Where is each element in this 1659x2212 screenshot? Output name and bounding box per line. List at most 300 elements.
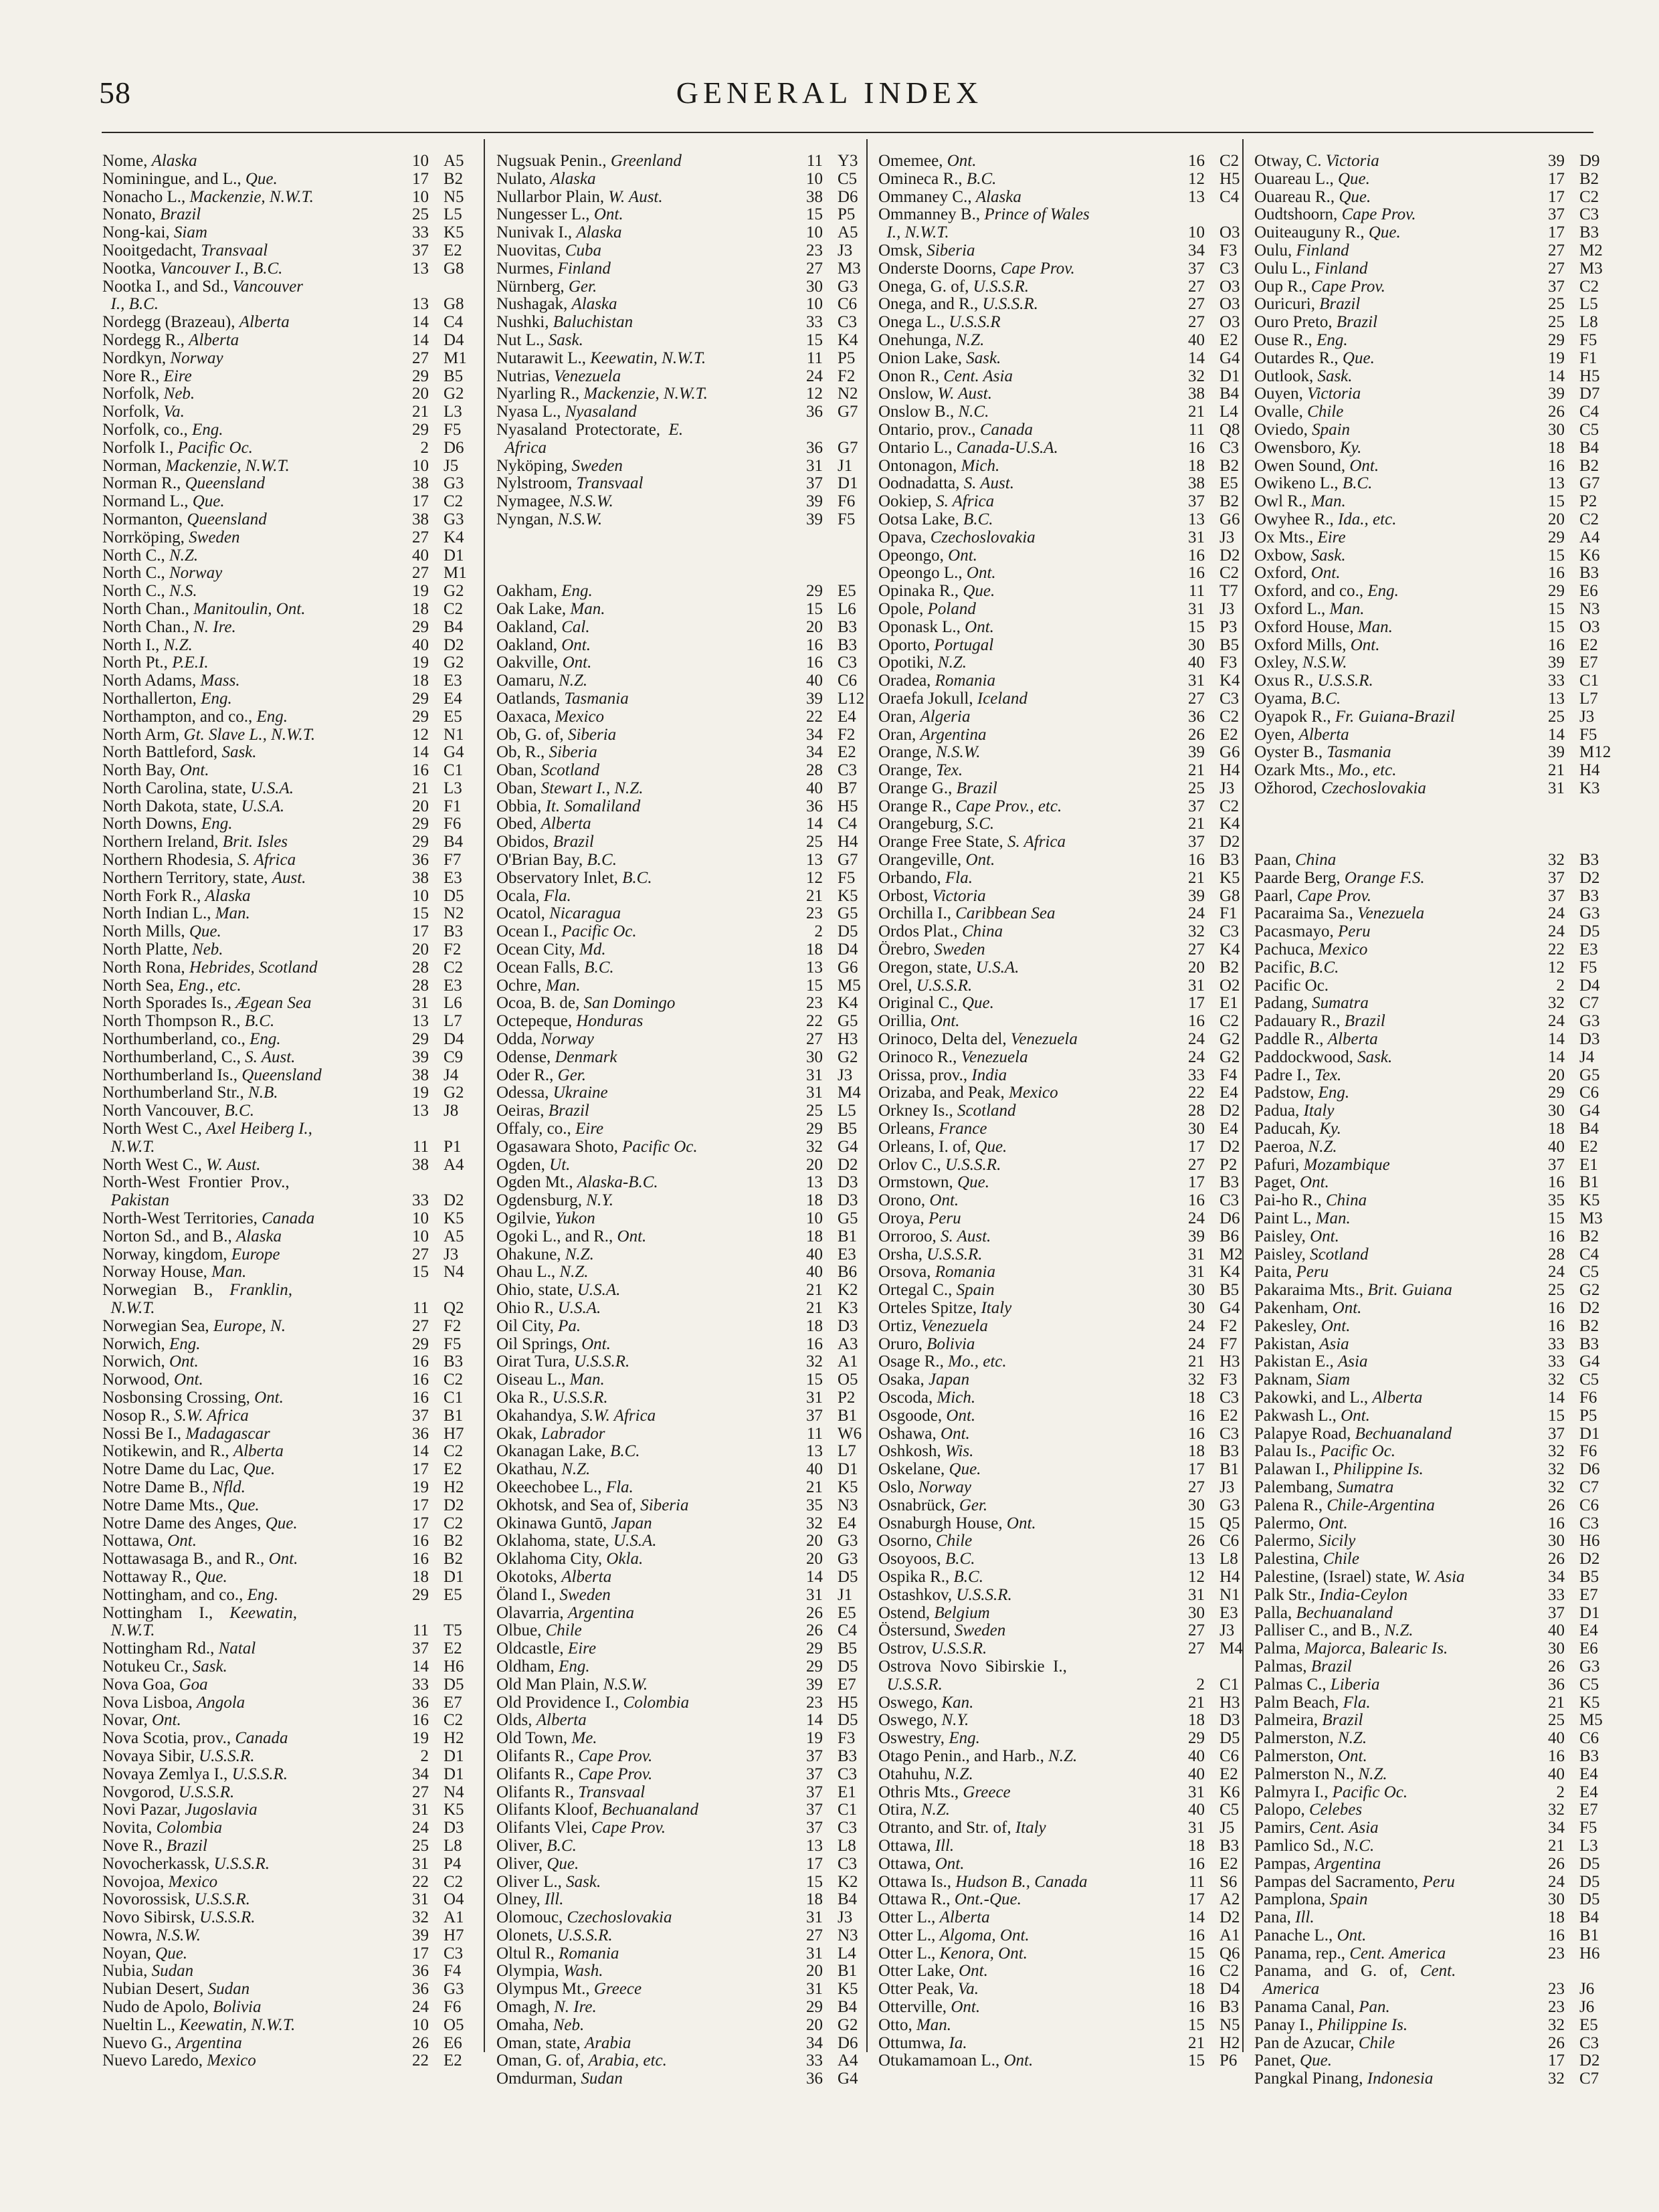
index-entry [496,1569,871,1587]
entry-place: Onega, and R., [878,296,983,314]
entry-grid-ref: C3 [1219,1424,1240,1443]
index-entry [102,1891,477,1909]
entry-page-ref: 31 [1188,599,1205,618]
entry-page-ref: 16 [1548,1514,1565,1532]
entry-place: Ostrova Novo Sibirskie I., [878,1657,1067,1676]
entry-location: U.S.S.R. [916,977,973,995]
entry-location: Alaska [205,887,251,905]
entry-location: I., N.W.T. [886,224,949,242]
entry-place: Ocean Falls, [496,959,585,977]
entry-page-ref: 30 [1548,1532,1565,1550]
entry-grid-ref: N3 [838,1926,858,1944]
entry-name [496,1084,792,1102]
index-entry [102,1067,477,1085]
entry-name [102,1927,398,1945]
index-entry [102,941,477,959]
index-entry [496,1801,871,1819]
entry-location: Man. [545,977,581,995]
entry-place: Ouareau L., [1254,170,1338,188]
index-entry [878,547,1253,565]
entry-name [1254,314,1534,332]
index-entry [102,278,477,296]
entry-page-ref: 39 [1548,653,1565,672]
index-entry [878,224,1253,242]
entry-place: North Sporades Is., [102,995,236,1013]
entry-name [496,1909,792,1927]
entry-place: Osaka, [878,1371,929,1389]
entry-place: Oswego, [878,1694,942,1712]
entry-name [102,1640,398,1658]
entry-grid-ref: M12 [1579,743,1612,762]
index-entry [1254,870,1613,888]
entry-grid-ref: C3 [838,1854,858,1873]
entry-location: Man. [1315,1210,1351,1228]
entry-page-ref: 32 [806,1514,823,1532]
entry-name [496,1550,792,1569]
entry-page-ref: 31 [1188,1585,1205,1604]
entry-grid-ref: B2 [1219,492,1240,511]
entry-name [496,260,792,278]
entry-name [878,726,1174,744]
entry-name [496,314,792,332]
entry-place: Onega L., [878,314,949,332]
entry-place: Northern Ireland, [102,833,223,851]
entry-place: Nulato, [496,170,551,188]
entry-grid-ref: G3 [1579,1012,1600,1031]
entry-location: N.B. [248,1084,278,1102]
entry-grid-ref: B1 [1219,1460,1240,1479]
entry-page-ref: 27 [1548,259,1565,278]
index-entry [878,189,1253,207]
entry-place: Norfolk, [102,385,164,403]
index-entry [1254,1658,1613,1676]
entry-page-ref: 14 [1548,1030,1565,1049]
entry-name [496,2017,792,2035]
entry-grid-ref: E1 [1579,1155,1598,1174]
index-entry [1254,1138,1613,1157]
index-entry [1254,1981,1613,1999]
index-entry [878,1784,1253,1802]
index-entry [1254,708,1613,726]
index-entry [496,1031,871,1049]
entry-name [878,458,1174,476]
entry-name [496,1784,792,1802]
entry-page-ref: 24 [1188,1316,1205,1335]
entry-name [1254,1336,1534,1354]
entry-place: Otto, [878,2016,916,2034]
entry-grid-ref: D1 [444,1567,464,1586]
entry-grid-ref: C3 [1579,205,1599,224]
entry-place: Nosbonsing Crossing, [102,1389,255,1407]
index-entry [878,1999,1253,2017]
entry-name [496,941,792,959]
entry-name [102,941,398,959]
entry-name [496,1748,792,1766]
entry-place: Orel, [878,977,916,995]
index-entry [878,1425,1253,1443]
entry-place: Nungesser L., [496,206,594,224]
entry-grid-ref: B1 [838,1962,858,1981]
entry-name [496,1246,792,1264]
entry-grid-ref: D2 [1579,1550,1600,1569]
entry-place: Oakville, [496,654,563,672]
entry-page-ref: 18 [806,1227,823,1245]
entry-place: Nova Lisboa, [102,1694,197,1712]
entry-page-ref: 32 [1548,1460,1565,1479]
entry-page-ref: 18 [1548,1908,1565,1927]
entry-place: Ostashkov, [878,1586,957,1604]
entry-location: Que. [265,1514,298,1532]
index-entry [496,1640,871,1658]
entry-grid-ref: C1 [1219,1675,1240,1694]
entry-name [102,1694,398,1712]
index-entry [102,654,477,672]
entry-grid-ref: O3 [1219,223,1240,242]
entry-location: Franklin, [229,1282,292,1300]
index-entry [102,1497,477,1515]
entry-page-ref: 29 [1548,330,1565,349]
entry-location: Goa [179,1676,208,1694]
index-entry [1254,1837,1613,1855]
index-entry [878,995,1253,1013]
column-divider [866,139,868,2052]
entry-page-ref: 25 [806,833,823,851]
entry-location: I., B.C. [110,296,159,314]
index-entry [1254,2017,1613,2035]
entry-place: Oliver, [496,1855,547,1873]
entry-name [1254,726,1534,744]
entry-location: Ont. [941,1425,970,1443]
entry-page-ref: 20 [1548,510,1565,528]
entry-grid-ref: E5 [1219,474,1238,493]
entry-location: Venezuela [1010,1031,1078,1049]
entry-name [878,601,1174,619]
index-entry [1254,977,1613,995]
entry-location: Sumatra [1337,1478,1394,1496]
entry-location: Sudan [207,1981,250,1999]
index-entry [102,1766,477,1784]
entry-location: Canada-U.S.A. [956,439,1058,457]
entry-place: North Carolina, state, [102,779,251,797]
index-entry [878,1067,1253,1085]
index-entry [1254,1264,1613,1282]
entry-place: Panama Canal, [1254,1999,1359,2017]
entry-location: Cent. Asia [943,367,1013,385]
entry-page-ref: 23 [806,994,823,1013]
entry-name [878,296,1174,314]
entry-place: Norwegian B., [102,1282,230,1300]
entry-location: Queensland [185,475,266,493]
entry-grid-ref: E6 [1579,582,1598,601]
entry-name [878,905,1174,923]
entry-page-ref: 31 [1188,976,1205,995]
entry-page-ref: 40 [1188,1765,1205,1783]
entry-name [102,1425,398,1443]
entry-place: Oudtshoorn, [1254,206,1342,224]
entry-location: U.S.S.R. [231,1765,288,1783]
entry-page-ref: 39 [1188,1227,1205,1245]
entry-grid-ref: H5 [838,1693,858,1712]
entry-location: Wis. [945,1443,974,1461]
entry-name [878,1371,1174,1389]
index-entry [1254,923,1613,941]
entry-page-ref: 20 [806,1962,823,1981]
entry-page-ref: 18 [806,1191,823,1210]
entry-name [496,1353,792,1371]
entry-page-ref: 19 [806,1729,823,1748]
index-entry [102,1550,477,1569]
entry-grid-ref: B7 [838,779,858,797]
entry-grid-ref: K4 [1219,672,1240,690]
entry-place: Omdurman, [496,2070,581,2088]
entry-page-ref: 14 [1548,1047,1565,1066]
entry-location: Ont. [1332,1300,1362,1317]
entry-location: Keewatin, [229,1604,297,1622]
index-entry [878,385,1253,403]
entry-place: Notre Dame Mts., [102,1496,227,1514]
index-entry [1254,1963,1613,1981]
index-entry [1254,1049,1613,1067]
entry-name [102,1228,398,1246]
entry-location: Que. [963,583,995,601]
entry-location: Romania [935,672,995,690]
entry-name [878,1515,1174,1533]
index-entry [102,458,477,476]
entry-page-ref: 21 [806,1478,823,1496]
entry-place: Nooitgedacht, [102,241,201,260]
entry-name [102,1120,398,1138]
entry-location: Mexico [1009,1084,1058,1102]
entry-location: B.C. [963,510,993,528]
index-entry [878,1874,1253,1892]
index-entry [878,1927,1253,1945]
entry-place: Oman, state, [496,2034,585,2052]
entry-grid-ref: O5 [838,1371,858,1389]
entry-page-ref: 11 [1188,420,1205,439]
entry-grid-ref: A3 [838,1334,858,1353]
entry-location: Alberta [536,1712,587,1730]
entry-place: Orillia, [878,1013,931,1031]
index-entry [878,153,1253,171]
index-entry [496,1927,871,1945]
entry-name [878,475,1174,493]
index-entry [496,1730,871,1748]
entry-place: Notre Dame B., [102,1478,213,1496]
entry-name [496,1407,792,1425]
index-entry [878,1120,1253,1138]
entry-place: Olympus Mt., [496,1981,594,1999]
entry-name [1254,905,1534,923]
entry-name [496,385,792,403]
entry-location: N.Z. [920,1801,950,1819]
index-entry [1254,1622,1613,1640]
index-entry [496,2070,871,2088]
index-column-2 [496,153,871,2088]
entry-location: Keewatin, N.W.T. [590,349,706,367]
entry-page-ref: 38 [1188,385,1205,403]
entry-page-ref: 27 [1188,1639,1205,1658]
entry-page-ref: 27 [1188,313,1205,332]
index-entry [1254,1945,1613,1963]
entry-name [878,1999,1174,2017]
entry-grid-ref: B5 [444,367,464,385]
entry-page-ref: 31 [1188,1783,1205,1801]
entry-page-ref: 27 [412,348,429,367]
entry-name [102,923,398,941]
entry-location: Man. [215,905,250,923]
entry-page-ref: 18 [1188,1836,1205,1855]
entry-name [1254,153,1534,171]
entry-location: Baluchistan [553,314,633,332]
entry-grid-ref: L12 [838,689,865,708]
entry-place: North Mills, [102,923,189,941]
entry-place: Northumberland Str., [102,1084,249,1102]
entry-name [878,851,1174,870]
entry-grid-ref: G3 [1219,1496,1240,1514]
entry-page-ref: 24 [1188,1047,1205,1066]
index-entry [1254,1515,1613,1533]
entry-page-ref: 30 [1548,1639,1565,1658]
entry-location: Alaska-B.C. [577,1174,658,1192]
entry-name [1254,1891,1534,1909]
entry-name [878,1622,1174,1640]
entry-grid-ref: C2 [1219,1012,1240,1031]
entry-place: Oliver L., [496,1873,567,1891]
entry-place: Ob, R., [496,744,549,762]
entry-grid-ref: P6 [1219,2051,1238,2070]
entry-page-ref: 24 [412,1998,429,2017]
entry-page-ref: 31 [806,1585,823,1604]
entry-location: Ont. [1350,636,1380,654]
index-entry [878,1371,1253,1389]
entry-name [1254,368,1534,386]
entry-place: Oxbow, [1254,546,1311,565]
entry-location: Siberia [926,241,975,260]
entry-grid-ref: J3 [1579,707,1595,726]
index-entry [1254,1532,1613,1550]
entry-grid-ref: M2 [1219,1245,1243,1264]
index-entry [1254,206,1613,224]
entry-name [496,1605,792,1623]
entry-place: Nushki, [496,314,553,332]
entry-page-ref: 24 [1188,1209,1205,1228]
entry-name [102,1138,398,1157]
entry-grid-ref: D3 [1219,1711,1240,1730]
entry-grid-ref: C3 [838,761,858,780]
entry-grid-ref: C3 [838,1819,858,1837]
entry-name [878,493,1174,511]
entry-location: Mackenzie, N.W.T. [165,457,290,475]
entry-page-ref: 10 [412,2015,429,2034]
entry-page-ref: 14 [806,1567,823,1586]
entry-page-ref: 20 [806,617,823,636]
entry-place: North Adams, [102,672,201,690]
entry-place: Okak, [496,1425,541,1443]
entry-location: Mackenzie, N.W.T. [583,385,708,403]
entry-place: Paarde Berg, [1254,869,1345,887]
entry-name [1254,870,1534,888]
index-entry [102,565,477,583]
entry-place: North C., [102,546,169,565]
entry-name [1254,1587,1534,1605]
entry-name [102,815,398,833]
entry-location: Greece [593,1981,642,1999]
index-entry [496,403,871,421]
entry-grid-ref: F1 [444,797,462,815]
entry-page-ref: 26 [806,1621,823,1640]
entry-place: Nordegg (Brazeau), [102,314,239,332]
index-entry [878,421,1253,439]
index-entry [496,458,871,476]
entry-place: Olney, [496,1891,545,1909]
entry-grid-ref: G5 [1579,1066,1600,1084]
entry-grid-ref: L8 [838,1836,856,1855]
index-entry [102,2052,477,2070]
entry-page-ref: 18 [1188,1980,1205,1999]
entry-grid-ref: E7 [1579,1801,1598,1819]
entry-place: Paarl, [1254,887,1297,905]
entry-location: Bechuanaland [601,1801,699,1819]
entry-place: Norfolk I., [102,439,178,457]
entry-place: Oban, [496,762,541,780]
entry-place: Ozark Mts., [1254,762,1338,780]
index-column-3 [878,153,1253,2070]
entry-page-ref: 15 [1548,599,1565,618]
entry-grid-ref: E3 [1219,1603,1238,1622]
entry-place: Oxford, and co., [1254,583,1368,601]
entry-grid-ref: B3 [1579,886,1599,905]
entry-place: Orteles Spitze, [878,1300,981,1317]
entry-place [102,1138,111,1156]
entry-place: Paisley, [1254,1227,1310,1245]
entry-place: Old Man Plain, [496,1676,603,1694]
entry-page-ref: 18 [1548,438,1565,457]
entry-place: Oregon, state, [878,959,976,977]
entry-location: Brazil [1319,296,1361,314]
entry-page-ref: 24 [1548,922,1565,941]
entry-name [878,511,1174,529]
entry-location: B.C. [244,1013,275,1031]
entry-place: Nordkyn, [102,349,171,367]
entry-page-ref: 30 [1188,635,1205,654]
entry-name [496,368,792,386]
entry-grid-ref: F6 [444,1998,462,2017]
entry-grid-ref: M2 [1579,241,1603,260]
entry-page-ref: 29 [412,420,429,439]
entry-page-ref: 17 [1188,1460,1205,1479]
entry-name [102,870,398,888]
entry-location: Scotland [1310,1245,1369,1264]
entry-name [102,332,398,350]
entry-name [102,1515,398,1533]
entry-grid-ref: E7 [1579,653,1598,672]
entry-grid-ref: C2 [1219,152,1240,170]
index-entry [878,1891,1253,1909]
entry-grid-ref: B2 [1579,1316,1599,1335]
index-entry [102,1784,477,1802]
entry-location: U.S.S.R [949,314,1001,332]
entry-place: Novaya Sibir, [102,1747,199,1765]
entry-grid-ref: E3 [1579,940,1598,959]
entry-place: Otira, [878,1801,921,1819]
entry-location: Algoma, Ont. [939,1926,1030,1944]
entry-page-ref: 30 [1548,1890,1565,1909]
entry-place: Novaya Zemlya I., [102,1765,232,1783]
entry-place: Ommaney C., [878,188,976,206]
entry-grid-ref: G2 [838,1047,858,1066]
entry-grid-ref: M5 [1579,1711,1603,1730]
entry-page-ref: 13 [1188,187,1205,206]
